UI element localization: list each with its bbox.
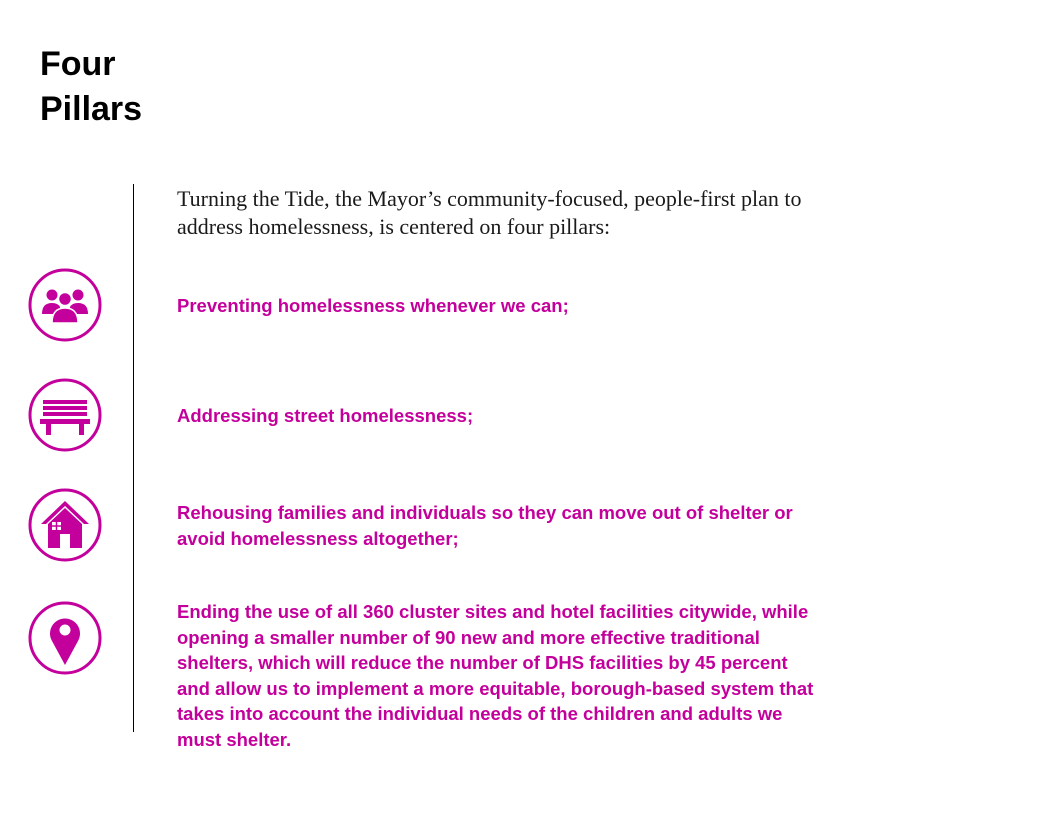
pillar-4-line-2: opening a smaller number of 90 new and more effective traditional [177, 626, 760, 648]
intro-line-1: Turning the Tide, the Mayor’s community-focused, people-first plan to [177, 186, 802, 211]
pillar-2-text [177, 403, 937, 429]
pillar-1-line-1: Preventing homelessness whenever we can; [177, 295, 569, 316]
house-icon [28, 488, 102, 562]
bench-icon [28, 378, 102, 452]
pillar-3-line-2: avoid homelessness altogether; [177, 527, 459, 549]
pillar-3-line-1: Rehousing families and individuals so they can move out of shelter or [177, 502, 793, 523]
slide-title-line-1: Four [40, 45, 116, 83]
pillar-4-line-5: takes into account the individual needs of the children and adults we [177, 703, 783, 724]
slide-title-line-2: Pillars [40, 90, 143, 128]
pillar-4-line-1: Ending the use of all 360 cluster sites and hotel facilities citywide, while [177, 601, 809, 622]
people-group-icon [28, 268, 102, 342]
pillar-3-text [177, 500, 937, 551]
pillar-4-line-4: and allow us to implement a more equitable, borough-based system that [177, 677, 814, 699]
slide-title [40, 42, 142, 132]
vertical-divider [133, 184, 134, 732]
map-pin-icon [28, 601, 102, 675]
pillar-4-line-3: shelters, which will reduce the number of DHS facilities by 45 percent [177, 652, 788, 673]
pillar-4-line-6: must shelter. [177, 728, 292, 750]
pillar-2-line-1: Addressing street homelessness; [177, 405, 474, 426]
intro-line-2: address homelessness, is centered on four pillars: [177, 214, 611, 239]
intro-paragraph [177, 185, 977, 241]
pillar-4-text [177, 599, 937, 752]
pillar-1-text [177, 293, 937, 319]
